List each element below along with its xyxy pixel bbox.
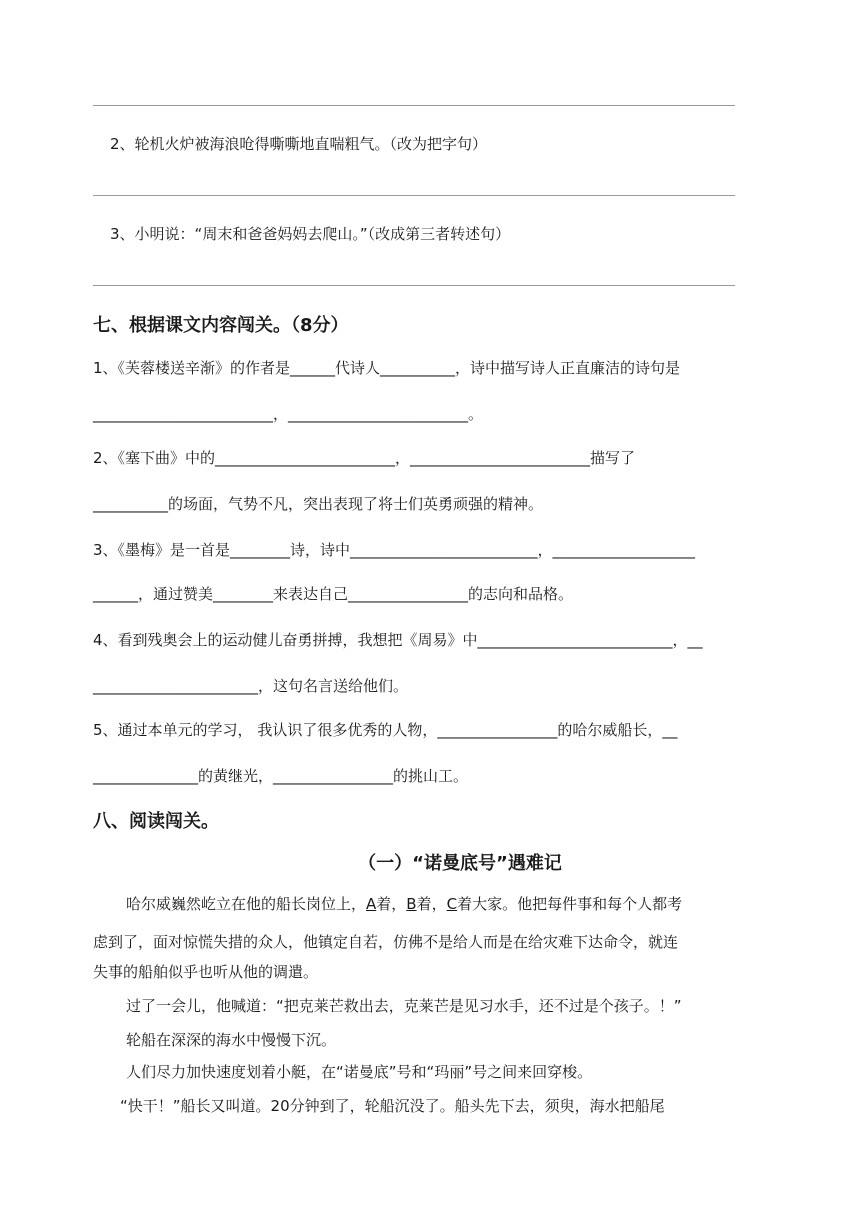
answer-line-1 bbox=[93, 105, 735, 106]
q5-line-1: 5、通过本单元的学习， 我认识了很多优秀的人物，________________的哈尔威船长，__ bbox=[93, 721, 678, 739]
passage-paragraph-3: 轮船在深深的海水中慢慢下沉。 bbox=[126, 1031, 337, 1049]
blank-c: C bbox=[446, 895, 458, 913]
q4-line-2: ______________________，这句名言送给他们。 bbox=[93, 677, 409, 695]
q2-line-1: 2、《塞下曲》中的________________________，________________________描写了 bbox=[93, 449, 636, 467]
q3-line-1: 3、《墨梅》是一首是________诗，诗中_________________________，___________________ bbox=[93, 541, 696, 559]
passage-paragraph-1-line-2: 虑到了，面对惊慌失措的众人，他镇定自若，仿佛不是给人而是在给灾难下达命令，就连 bbox=[93, 933, 679, 951]
passage-text: 着， bbox=[376, 895, 407, 913]
blank-a: A bbox=[366, 895, 377, 913]
q1-line-2: ________________________，________________________。 bbox=[93, 405, 484, 423]
section-7-title: 七、根据课文内容闯关。（8分） bbox=[93, 315, 349, 336]
passage-paragraph-5: “快干！”船长又叫道。20分钟到了，轮船沉没了。船头先下去，须臾，海水把船尾 bbox=[120, 1097, 665, 1115]
blank-b: B bbox=[406, 895, 417, 913]
rewrite-question-2: 2、轮机火炉被海浪呛得嘶嘶地直喘粗气。（改为把字句） bbox=[110, 135, 488, 153]
q1-line-1: 1、《芙蓉楼送辛渐》的作者是______代诗人__________，诗中描写诗人正直廉洁的诗句是 bbox=[93, 359, 681, 377]
passage-text: 着， bbox=[416, 895, 447, 913]
passage-paragraph-1-line-1 bbox=[126, 894, 806, 914]
q2-line-2: __________的场面，气势不凡，突出表现了将士们英勇顽强的精神。 bbox=[93, 495, 544, 513]
answer-line-3 bbox=[93, 285, 735, 286]
passage-paragraph-4: 人们尽力加快速度划着小艇，在“诺曼底”号和“玛丽”号之间来回穿梭。 bbox=[126, 1063, 593, 1081]
rewrite-question-3: 3、小明说：“周末和爸爸妈妈去爬山。”（改成第三者转述句） bbox=[110, 225, 511, 243]
passage-paragraph-2: 过了一会儿，他喊道：“把克莱芒救出去，克莱芒是见习水手，还不过是个孩子。！” bbox=[126, 997, 682, 1015]
passage-title: （一）“诺曼底号”遇难记 bbox=[358, 853, 562, 874]
passage-paragraph-1-line-3: 失事的船舶似乎也听从他的调遣。 bbox=[93, 963, 319, 981]
section-8-title: 八、阅读闯关。 bbox=[93, 811, 219, 832]
passage-text: 哈尔威巍然屹立在他的船长岗位上， bbox=[126, 895, 367, 913]
q5-line-2: ______________的黄继光，________________的挑山工。 bbox=[93, 767, 469, 785]
passage-text: 着大家。他把每件事和每个人都考 bbox=[457, 895, 683, 913]
q4-line-1: 4、看到残奥会上的运动健儿奋勇拼搏，我想把《周易》中__________________________，__ bbox=[93, 631, 703, 649]
q3-line-2: ______，通过赞美________来表达自己________________的志向和品格。 bbox=[93, 585, 574, 603]
answer-line-2 bbox=[93, 195, 735, 196]
